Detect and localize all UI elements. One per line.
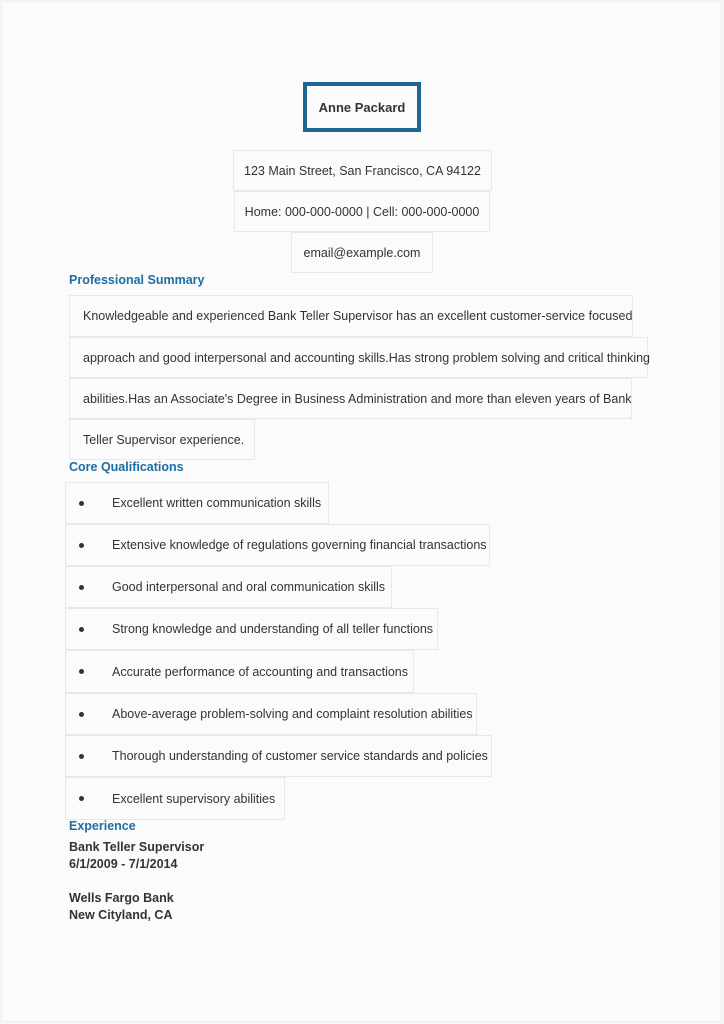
bullet-icon	[79, 543, 84, 548]
bullet-icon	[79, 754, 84, 759]
summary-text: Teller Supervisor experience.	[83, 432, 245, 447]
address-text: 123 Main Street, San Francisco, CA 94122	[244, 163, 481, 178]
bullet-icon	[79, 712, 84, 717]
summary-text: Knowledgeable and experienced Bank Teller Supervisor has an excellent customer-service focused	[83, 309, 633, 323]
qualification-item	[65, 482, 329, 524]
qualification-item	[65, 735, 492, 777]
summary-line	[69, 419, 255, 460]
phone-line	[234, 191, 490, 232]
qualification-text: Excellent supervisory abilities	[112, 791, 276, 806]
bullet-icon	[79, 501, 84, 506]
qualification-item	[65, 608, 438, 650]
bullet-icon	[79, 627, 84, 632]
qualification-item	[65, 566, 392, 608]
qualification-text: Extensive knowledge of regulations governing financial transactions	[112, 538, 487, 552]
email-text: email@example.com	[303, 245, 421, 260]
qualification-item	[65, 524, 490, 566]
job-title: Bank Teller Supervisor	[69, 840, 205, 854]
qualification-item	[65, 777, 285, 820]
candidate-name: Anne Packard	[303, 82, 421, 132]
bullet-icon	[79, 669, 84, 674]
bullet-icon	[79, 585, 84, 590]
core-qualifications-heading: Core Qualifications	[69, 460, 184, 474]
experience-heading: Experience	[69, 819, 136, 833]
qualification-text: Thorough understanding of customer service standards and policies	[112, 749, 488, 763]
phone-text: Home: 000-000-0000 | Cell: 000-000-0000	[244, 204, 480, 219]
bullet-icon	[79, 796, 84, 801]
job-dates: 6/1/2009 - 7/1/2014	[69, 857, 178, 871]
employer-name: Wells Fargo Bank	[69, 891, 174, 905]
summary-text: abilities.Has an Associate's Degree in Business Administration and more than eleven years of Bank	[83, 391, 632, 406]
email-line	[291, 232, 433, 273]
summary-line	[69, 295, 633, 337]
qualification-item	[65, 693, 477, 735]
qualification-text: Accurate performance of accounting and transactions	[112, 664, 409, 679]
qualification-text: Above-average problem-solving and complaint resolution abilities	[112, 707, 473, 721]
qualification-text: Excellent written communication skills	[112, 496, 322, 510]
qualification-text: Good interpersonal and oral communication skills	[112, 580, 386, 594]
professional-summary-heading: Professional Summary	[69, 273, 205, 287]
employer-location: New Cityland, CA	[69, 908, 173, 922]
summary-line	[69, 378, 632, 419]
qualification-text: Strong knowledge and understanding of all teller functions	[112, 622, 434, 636]
summary-line	[69, 337, 648, 378]
qualification-item	[65, 650, 414, 693]
address-line	[233, 150, 492, 191]
summary-text: approach and good interpersonal and accounting skills.Has strong problem solving and critical thinking	[83, 350, 650, 365]
